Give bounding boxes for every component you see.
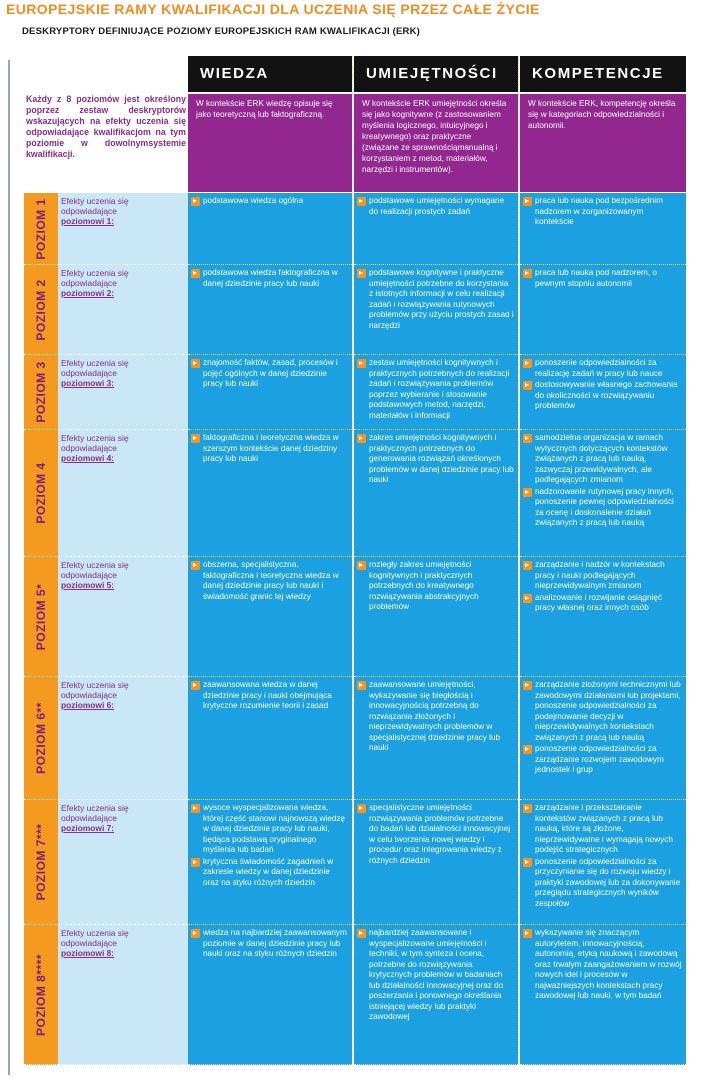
cell-kompetencje — [520, 193, 686, 265]
cell-umiejetnosci — [354, 677, 518, 800]
arrow-bullet-icon — [523, 681, 532, 690]
arrow-bullet-icon — [191, 359, 200, 368]
arrow-bullet-icon — [523, 269, 532, 278]
level-label-text: POZIOM 2 — [34, 278, 48, 341]
descriptor-item — [523, 487, 682, 529]
arrow-bullet-icon — [357, 681, 366, 690]
descriptor-item — [191, 358, 348, 390]
descriptor-item — [191, 196, 348, 207]
descriptor-item — [191, 857, 348, 889]
level-description — [58, 265, 188, 355]
descriptor-text: podstawowa wiedza ogólna — [203, 196, 304, 205]
arrow-bullet-icon — [357, 561, 366, 570]
cell-wiedza — [188, 677, 352, 800]
level-description-prefix: Efekty uczenia się odpowiadające — [61, 358, 129, 378]
level-reference: poziomowi 6: — [61, 700, 115, 710]
cell-umiejetnosci — [354, 800, 518, 925]
cell-wiedza — [188, 925, 352, 1065]
arrow-bullet-icon — [357, 434, 366, 443]
cell-kompetencje — [520, 265, 686, 355]
descriptor-text: faktograficzna i teoretyczna wiedza w szerszym kontekście danej dziedziny pracy lub nauki — [203, 433, 339, 463]
arrow-bullet-icon — [191, 804, 200, 813]
level-row — [24, 355, 694, 430]
arrow-bullet-icon — [523, 381, 532, 390]
cell-wiedza — [188, 557, 352, 677]
arrow-bullet-icon — [523, 594, 532, 603]
level-description-prefix: Efekty uczenia się odpowiadające — [61, 928, 129, 948]
descriptor-text: nadzorowanie rutynowej pracy innych, ponoszenie pewnej odpowiedzialności za ocenę i doskonalenie działań związanych z pracą lub nauką — [535, 486, 674, 527]
descriptor-text: najbardziej zaawansowane i wyspecjalizowane umiejętności i techniki, w tym synteza i ocena, potrzebne do rozwiązywania krytycznych problemów w badaniach lub działalności innowacyjnej oraz do poszerzania i ponownego określania istniejącej wiedzy lub praktyki zawodowej — [369, 928, 504, 1021]
descriptor-item — [523, 680, 682, 743]
level-label — [24, 557, 58, 677]
descriptor-text: obszerna, specjalistyczna, faktograficzna i teoretyczna wiedza w danej dziedzinie pracy lub nauki i świadomość granic tej wiedzy — [203, 560, 339, 601]
descriptor-text: zarządzanie i przekształcanie kontekstów związanych z pracą lub nauką, które są złożone, nieprzewidywalne i wymagają nowych podejść strategicznych — [535, 803, 673, 854]
level-row — [24, 430, 694, 557]
descriptor-text: dostosowywanie własnego zachowania do okoliczności w rozwiązywaniu problemów — [535, 380, 678, 410]
descriptor-text: znajomość faktów, zasad, procesów i pojęć ogólnych w danej dziedzinie pracy lub nauki — [203, 358, 338, 388]
column-header-wiedza: WIEDZA — [188, 56, 352, 92]
cell-wiedza — [188, 430, 352, 557]
descriptor-text: krytyczna świadomość zagadnień w zakresie wiedzy w danej dziedzinie oraz na styku różnych dziedzin — [203, 856, 334, 887]
arrow-bullet-icon — [523, 488, 532, 497]
arrow-bullet-icon — [357, 804, 366, 813]
column-desc-wiedza: W kontekście ERK wiedzę opisuje się jako teoretyczną lub faktograficzną. — [188, 94, 352, 192]
arrow-bullet-icon — [523, 561, 532, 570]
level-label-text: POZIOM 8**** — [34, 953, 48, 1036]
descriptor-item — [523, 358, 682, 379]
cell-kompetencje — [520, 557, 686, 677]
level-label — [24, 355, 58, 430]
cell-wiedza — [188, 193, 352, 265]
descriptor-item — [357, 928, 514, 1023]
descriptor-item — [191, 268, 348, 289]
level-description-prefix: Efekty uczenia się odpowiadające — [61, 560, 129, 580]
level-description-prefix: Efekty uczenia się odpowiadające — [61, 433, 129, 453]
level-label-text: POZIOM 3 — [34, 361, 48, 423]
cell-umiejetnosci — [354, 355, 518, 430]
descriptor-item — [191, 680, 348, 712]
descriptor-text: analizowanie i rozwijanie osiągnięć pracy własnej oraz innych osób — [535, 592, 662, 612]
cell-wiedza — [188, 265, 352, 355]
cell-wiedza — [188, 355, 352, 430]
descriptor-text: praca lub nauka pod nadzorem, o pewnym stopniu autonomii — [535, 268, 657, 288]
level-description-prefix: Efekty uczenia się odpowiadające — [61, 803, 129, 823]
descriptor-text: podstawowe umiejętności wymagane do realizacji prostych zadań — [369, 196, 505, 216]
descriptor-text: wiedza na najbardziej zaawansowanym poziomie w danej dziedzinie pracy lub nauki oraz na styku różnych dziedzin — [203, 928, 347, 958]
level-reference: poziomowi 4: — [61, 453, 115, 463]
descriptor-text: zarządzanie złożonymi technicznymi lub zawodowymi działaniami lub projektami, ponoszenie odpowiedzialności za podejmowanie decyzji w nieprzewidywalnych kontekstach związanych z pracą lub nauką — [535, 680, 681, 742]
descriptor-item — [357, 560, 514, 613]
level-label — [24, 677, 58, 800]
descriptor-text: ponoszenie odpowiedzialności za realizację zadań w pracy lub nauce — [535, 358, 663, 378]
descriptor-item — [191, 560, 348, 602]
arrow-bullet-icon — [191, 561, 200, 570]
arrow-bullet-icon — [191, 434, 200, 443]
descriptor-item — [191, 928, 348, 960]
descriptor-item — [357, 358, 514, 421]
level-row — [24, 557, 694, 677]
cell-umiejetnosci — [354, 265, 518, 355]
cell-umiejetnosci — [354, 557, 518, 677]
descriptor-text: wykazywanie się znaczącym autorytetem, innowacyjnością, autonomią, etyką naukową i zawodową oraz trwałym zaangażowaniem w rozwój nowych idei i procesów w najważniejszych kontekstach pracy zawodowej lub nauki, w tym badań — [535, 928, 682, 1000]
descriptor-item — [523, 857, 682, 910]
arrow-bullet-icon — [191, 197, 200, 206]
level-label-text: POZIOM 1 — [34, 197, 48, 260]
descriptor-text: podstawowe kognitywne i praktyczne umiejętności potrzebne do korzystania z istotnych informacji w celu realizacji zadań i rozwiązywania rutynowych problemów przy użyciu prostych zasad i narzędzi — [369, 268, 514, 330]
descriptor-text: samodzielna organizacja w ramach wytycznych dotyczących kontekstów związanych z pracą lub nauką, zazwyczaj przewidywalnych, ale podlegających zmianom — [535, 433, 668, 484]
descriptor-item — [191, 433, 348, 465]
descriptor-item — [523, 803, 682, 856]
descriptor-item — [523, 380, 682, 412]
column-divider — [352, 56, 353, 1056]
descriptor-text: praca lub nauka pod bezpośrednim nadzorem w zorganizowanym kontekście — [535, 196, 663, 226]
arrow-bullet-icon — [191, 269, 200, 278]
column-header-umiejetnosci: UMIEJĘTNOŚCI — [354, 56, 518, 92]
level-reference: poziomowi 3: — [61, 378, 115, 388]
column-desc-umiejetnosci: W kontekście ERK umiejętności określa się jako kognitywne (z zastosowaniem myślenia logicznego, intuicyjnego i kreatywnego) oraz praktyczne (związane ze sprawnościąmanualną i korzystaniem z metod, materiałów, narzędzi i instrumentów). — [354, 94, 518, 192]
descriptor-text: zarządzanie i nadzór w kontekstach pracy i nauki podlegających nieprzewidywalnym zmianom — [535, 560, 665, 590]
level-reference: poziomowi 2: — [61, 288, 115, 298]
descriptor-item — [523, 268, 682, 289]
descriptor-item — [523, 433, 682, 486]
descriptor-item — [523, 744, 682, 776]
descriptor-item — [357, 268, 514, 331]
level-label — [24, 800, 58, 925]
arrow-bullet-icon — [523, 359, 532, 368]
arrow-bullet-icon — [191, 681, 200, 690]
level-label-text: POZIOM 5* — [34, 583, 48, 650]
cell-umiejetnosci — [354, 193, 518, 265]
level-label — [24, 925, 58, 1065]
level-reference: poziomowi 1: — [61, 216, 115, 226]
arrow-bullet-icon — [357, 359, 366, 368]
level-description — [58, 557, 188, 677]
arrow-bullet-icon — [191, 858, 200, 867]
arrow-bullet-icon — [523, 929, 532, 938]
page-margin-line — [8, 60, 10, 1075]
cell-umiejetnosci — [354, 430, 518, 557]
cell-kompetencje — [520, 355, 686, 430]
descriptor-text: ponoszenie odpowiedzialności za przyczynianie się do rozwoju wiedzy i praktyki zawodowej lub za dokonywanie przeglądu strategicznych wyników zespołów — [535, 856, 681, 908]
column-desc-kompetencje: W kontekście ERK, kompetencję określa się w kategoriach odpowiedzialności i autonomii. — [520, 94, 686, 192]
level-row — [24, 800, 694, 925]
descriptor-text: zakres umiejętności kognitywnych i praktycznych potrzebnych do generowania rozwiązań określonych problemów w danej dziedzinie pracy lub nauki — [369, 433, 514, 484]
intro-text: Każdy z 8 poziomów jest określony poprzez zestaw deskryptorów wskazujących na efekty uczenia się odpowiadające kwalifikacjom na tym poziomie w dowolnymsystemie kwalifikacji. — [26, 94, 186, 159]
level-description — [58, 925, 188, 1065]
page-title: EUROPEJSKIE RAMY KWALIFIKACJI DLA UCZENIA SIĘ PRZEZ CAŁE ŻYCIE — [6, 1, 540, 17]
level-row — [24, 265, 694, 355]
arrow-bullet-icon — [357, 269, 366, 278]
descriptor-item — [357, 196, 514, 217]
cell-kompetencje — [520, 800, 686, 925]
descriptor-item — [357, 803, 514, 866]
descriptor-text: zaawansowane umiejętności, wykazywanie się biegłością i innowacyjnością potrzebną do rozwiązania złożonych i nieprzewidywalnych problemów w specjalistycznej dziedzinie pracy lub nauki — [369, 680, 501, 752]
level-label — [24, 430, 58, 557]
cell-kompetencje — [520, 925, 686, 1065]
descriptor-text: podstawowa wiedza faktograficzna w danej dziedzinie pracy lub nauki — [203, 268, 338, 288]
arrow-bullet-icon — [523, 804, 532, 813]
cell-wiedza — [188, 800, 352, 925]
descriptor-item — [191, 803, 348, 856]
page-subtitle: DESKRYPTORY DEFINIUJĄCE POZIOMY EUROPEJSKICH RAM KWALIFIKACJI (ERK) — [22, 26, 421, 37]
level-label — [24, 265, 58, 355]
level-row — [24, 677, 694, 800]
arrow-bullet-icon — [523, 197, 532, 206]
level-label-text: POZIOM 6** — [34, 702, 48, 774]
level-label — [24, 193, 58, 265]
column-header-kompetencje: KOMPETENCJE — [520, 56, 686, 92]
level-reference: poziomowi 5: — [61, 580, 115, 590]
descriptor-text: zestaw umiejętności kognitywnych i praktycznych potrzebnych do realizacji zadań i rozwiązywania problemów poprzez wybieranie i stosowanie podstawowych metod, narzędzi, materiałów i informacji — [369, 358, 510, 420]
level-description — [58, 355, 188, 430]
level-label-text: POZIOM 7*** — [34, 823, 48, 901]
arrow-bullet-icon — [523, 858, 532, 867]
level-description — [58, 677, 188, 800]
level-description-prefix: Efekty uczenia się odpowiadające — [61, 680, 129, 700]
cell-umiejetnosci — [354, 925, 518, 1065]
level-description-prefix: Efekty uczenia się odpowiadające — [61, 268, 129, 288]
descriptor-text: wysoce wyspecjalizowana wiedza, której część stanowi najnowszą wiedzę w danej dziedzinie pracy lub nauki, będąca podstawą oryginalnego myślenia lub badań — [203, 803, 345, 854]
descriptor-text: ponoszenie odpowiedzialności za zarządzanie rozwojem zawodowym jednostek i grup — [535, 744, 664, 774]
level-reference: poziomowi 7: — [61, 823, 115, 833]
descriptor-text: specjalistyczne umiejętności rozwiązywania problemów potrzebne do badań lub działalności innowacyjnej w celu tworzenia nowej wiedzy i procedur oraz integrowania wiedzy z różnych dziedzin — [369, 803, 511, 865]
level-description — [58, 430, 188, 557]
level-description — [58, 800, 188, 925]
descriptor-item — [523, 196, 682, 228]
descriptor-item — [523, 560, 682, 592]
arrow-bullet-icon — [523, 745, 532, 754]
descriptor-item — [523, 928, 682, 1002]
level-description — [58, 193, 188, 265]
level-reference: poziomowi 8: — [61, 948, 115, 958]
level-label-text: POZIOM 4 — [34, 462, 48, 524]
descriptor-text: zaawansowana wiedza w danej dziedzinie pracy i nauki obejmująca krytyczne rozumienie teorii i zasad — [203, 680, 332, 710]
descriptor-item — [523, 593, 682, 614]
cell-kompetencje — [520, 677, 686, 800]
column-divider — [518, 56, 519, 1056]
descriptor-item — [357, 433, 514, 486]
level-description-prefix: Efekty uczenia się odpowiadające — [61, 196, 129, 216]
arrow-bullet-icon — [357, 197, 366, 206]
descriptor-item — [357, 680, 514, 754]
cell-kompetencje — [520, 430, 686, 557]
level-row — [24, 193, 694, 265]
descriptor-text: rozległy zakres umiejętności kognitywnych i praktycznych potrzebnych do kreatywnego rozwiązywania abstrakcyjnych problemów — [369, 560, 479, 611]
arrow-bullet-icon — [357, 929, 366, 938]
arrow-bullet-icon — [523, 434, 532, 443]
level-row — [24, 925, 694, 1065]
arrow-bullet-icon — [191, 929, 200, 938]
